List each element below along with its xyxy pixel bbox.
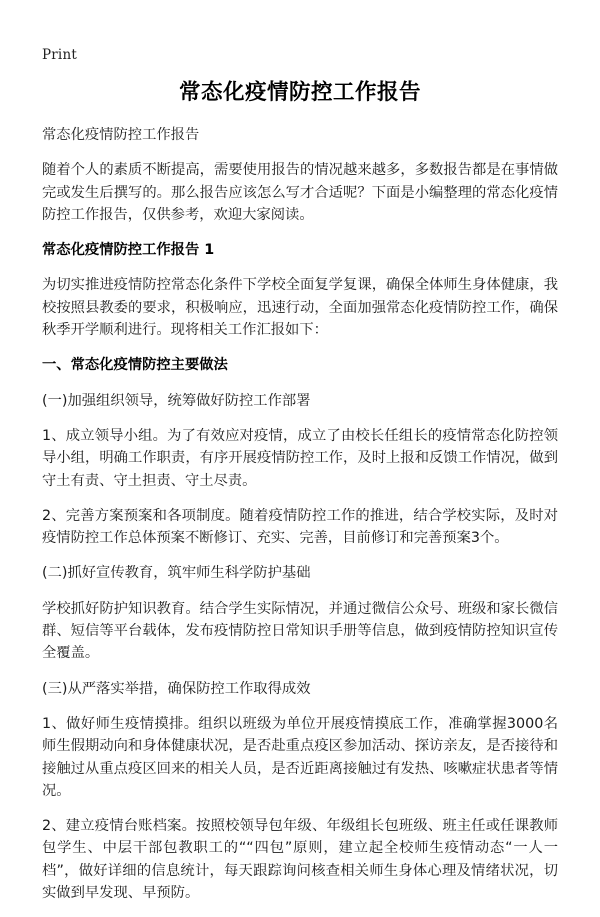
page-title: 常态化疫情防控工作报告 bbox=[178, 80, 421, 105]
paragraph-item-1-1: 1、成立领导小组。为了有效应对疫情，成立了由校长任组长的疫情常态化防控领导小组，明确工作职责，有序开展疫情防控工作，及时上报和反馈工作情况，做到守土有责、守土担责、守土尽责。 bbox=[42, 427, 558, 489]
heading-subsection-1: (一)加强组织领导，统筹做好防控工作部署 bbox=[42, 392, 311, 409]
print-link[interactable]: Print bbox=[42, 47, 77, 63]
paragraph-item-2-1: 学校抓好防护知识教育。结合学生实际情况，并通过微信公众号、班级和家长微信群、短信等平台载体，发布疫情防控日常知识手册等信息，做到疫情防控知识宣传全覆盖。 bbox=[42, 600, 558, 662]
print-toolbar bbox=[0, 46, 600, 66]
paragraph-item-3-2: 2、建立疫情台账档案。按照校领导包年级、年级组长包班级、班主任或任课教师包学生、中层干部包教职工的““四包”原则，建立起全校师生疫情动态“一人一档”，做好详细的信息统计，每天跟踪询问核查相关师生身体心理及情绪状况，切实做到早发现、早预防。 bbox=[42, 818, 558, 902]
paragraph-subtitle: 常态化疫情防控工作报告 bbox=[42, 127, 200, 143]
heading-section-1: 一、常态化疫情防控主要做法 bbox=[42, 357, 228, 374]
heading-subsection-2: (二)抓好宣传教育，筑牢师生科学防护基础 bbox=[42, 565, 311, 582]
document-body bbox=[42, 78, 558, 917]
paragraph-preamble: 为切实推进疫情防控常态化条件下学校全面复学复课，确保全体师生身体健康，我校按照县教委的要求，积极响应，迅速行动，全面加强常态化疫情防控工作，确保秋季开学顺利进行。现将相关工作汇报如下： bbox=[42, 277, 558, 339]
paragraph-intro: 随着个人的素质不断提高，需要使用报告的情况越来越多，多数报告都是在事情做完或发生后撰写的。那么报告应该怎么写才合适呢？下面是小编整理的常态化疫情防控工作报告，仅供参考，欢迎大家阅读。 bbox=[42, 162, 558, 223]
heading-report-1: 常态化疫情防控工作报告 1 bbox=[42, 242, 215, 259]
paragraph-item-1-2: 2、完善方案预案和各项制度。随着疫情防控工作的推进，结合学校实际，及时对疫情防控工作总体预案不断修订、充实、完善，目前修订和完善预案3个。 bbox=[42, 507, 558, 547]
paragraph-item-3-1: 1、做好师生疫情摸排。组织以班级为单位开展疫情摸底工作，准确掌握3000名师生假期动向和身体健康状况，是否赴重点疫区参加活动、探访亲友，是否接待和接触过从重点疫区回来的相关人员，是否近距离接触过有发热、咳嗽症状患者等情况。 bbox=[42, 715, 558, 799]
heading-subsection-3: (三)从严落实举措，确保防控工作取得成效 bbox=[42, 680, 311, 697]
